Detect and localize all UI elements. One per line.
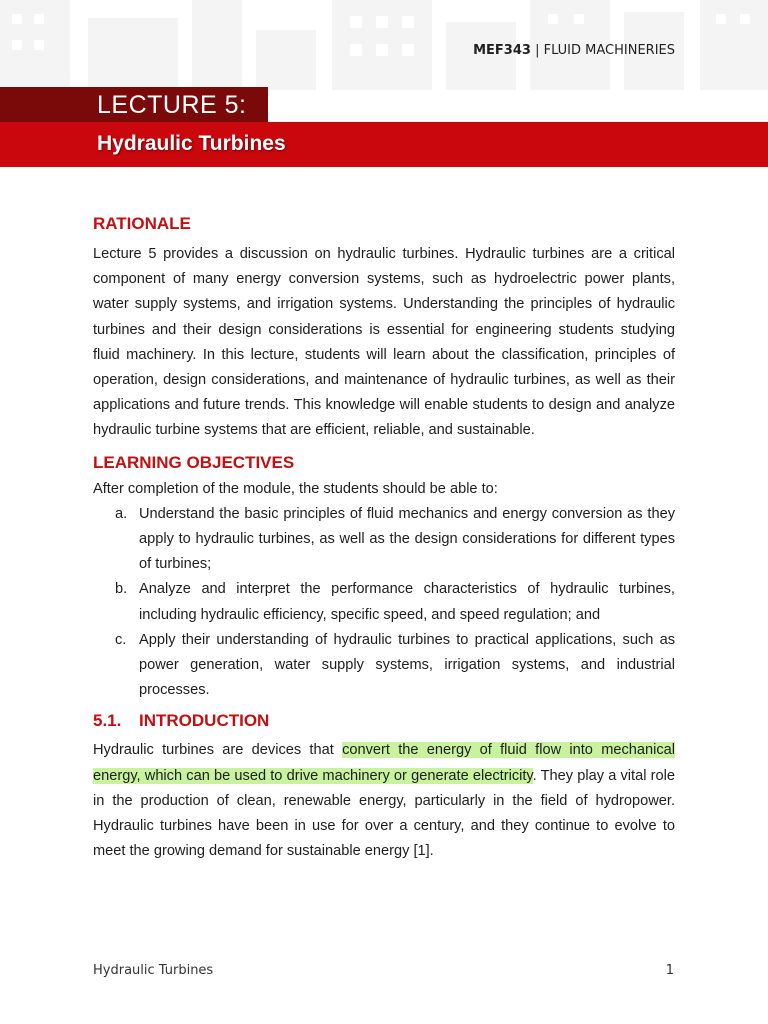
rationale-paragraph: Lecture 5 provides a discussion on hydraulic turbines. Hydraulic turbines are a critical component of many energy conversion systems, such as hydroelectric power plants, water supply systems, and irrigation systems. Understanding the principles of hydraulic turbines and their design considerations is essential for engineering students studying fluid machinery. In this lecture, students will learn about the classification, principles of operation, design considerations, and maintenance of hydraulic turbines, as well as their applications and future trends. This knowledge will enable students to design and analyze hydraulic turbine systems that are efficient, reliable, and sustainable. <box>93 246 675 439</box>
rationale-heading: RATIONALE <box>93 214 191 233</box>
objective-text: Analyze and interpret the performance characteristics of hydraulic turbines, including hydraulic efficiency, specific speed, and speed regulation; and <box>139 581 675 623</box>
objective-item <box>93 628 675 704</box>
page-title: Hydraulic Turbines <box>97 132 286 155</box>
objective-marker: a. <box>115 505 128 522</box>
intro-text-end: . They play a vital role in the production of clean, renewable energy, particularly in the field of hydropower. Hydraulic turbines have been in use for over a century, and they continue to evolve to meet the growing demand for sustainable energy [1]. <box>93 767 675 860</box>
introduction-paragraph <box>93 738 675 864</box>
intro-text-start: Hydraulic turbines are devices that <box>93 742 343 759</box>
objectives-heading: LEARNING OBJECTIVES <box>93 452 295 472</box>
lecture-label: LECTURE 5: <box>97 91 247 119</box>
highlighted-text: convert the energy of fluid flow into mechanical energy, which can be used to drive machinery or generate electricity <box>93 742 676 784</box>
objective-marker: c. <box>115 631 127 648</box>
page-number: 1 <box>665 963 674 978</box>
footer-title: Hydraulic Turbines <box>93 963 214 978</box>
document-body <box>93 212 675 864</box>
objective-marker: b. <box>115 581 128 598</box>
course-name: FLUID MACHINERIES <box>543 43 675 58</box>
course-header <box>473 43 675 58</box>
objective-item <box>93 502 675 578</box>
objectives-list <box>93 502 675 704</box>
section-title: INTRODUCTION <box>139 711 270 731</box>
objective-item <box>93 577 675 627</box>
objectives-intro: After completion of the module, the students should be able to: <box>93 480 498 497</box>
section-number: 5.1. <box>93 711 122 731</box>
course-code: MEF343 <box>473 43 531 58</box>
objective-text: Understand the basic principles of fluid mechanics and energy conversion as they apply to hydraulic turbines, as well as the design considerations for different types of turbines; <box>139 505 675 573</box>
introduction-heading <box>93 709 675 733</box>
objective-text: Apply their understanding of hydraulic turbines to practical applications, such as power generation, water supply systems, irrigation systems, and industrial processes. <box>139 631 675 699</box>
course-separator: | <box>530 43 544 58</box>
